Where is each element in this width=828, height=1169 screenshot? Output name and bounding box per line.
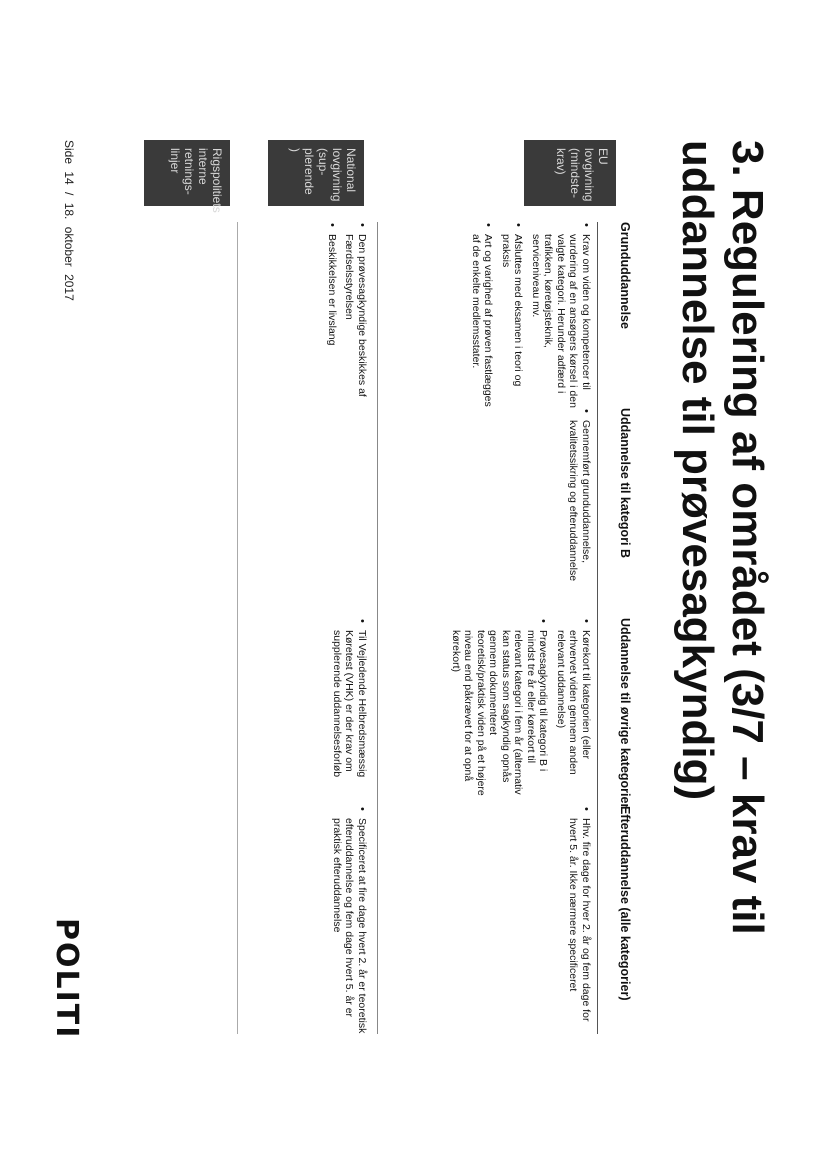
list-item: • Den prøvesagkyndige beskikkes af Færdselsstyrelsen bbox=[343, 234, 368, 412]
politi-logo: POLITI bbox=[49, 918, 84, 1040]
national-oevrige-kategorier-list bbox=[326, 618, 369, 802]
list-item: • Kørekort til kategorien (eller erhvervet viden gennem anden relevant uddannelse) bbox=[555, 630, 593, 802]
eu-kategori-b-list bbox=[562, 408, 592, 616]
page-title: 3. Regulering af området (3/7 – krav til uddannelse til prøvesagkyndig) bbox=[673, 140, 772, 935]
column-header-efteruddannelse: Efteruddannelse (alle kategorier) bbox=[618, 806, 632, 1001]
row-divider-national-rigspolitiet bbox=[237, 222, 238, 1034]
eu-grunduddannelse-list bbox=[465, 222, 593, 412]
list-item: • Afsluttes med eksamen i teori og praksis bbox=[500, 234, 525, 412]
national-efteruddannelse-list bbox=[326, 806, 369, 1048]
column-header-oevrige-kategorier: Uddannelse til øvrige kategorier bbox=[618, 618, 632, 809]
list-item: • Beskikkelsen er livslang bbox=[326, 234, 339, 412]
header-divider bbox=[597, 222, 598, 1034]
side-label-rigspolitiet: Rigspolitiets interne retnings-linjer bbox=[144, 140, 230, 206]
eu-oevrige-kategorier-list bbox=[445, 618, 593, 802]
row-divider-eu-national bbox=[377, 222, 378, 1034]
list-item: • Prøvesagkyndig til kategori B i mindst tre år eller kørekort til relevant kategori i fem år (alternativ kan status som sagkyndig opnås gennem dokumenteret teoretisk/praktisk viden på et højere niveau end påkrævet for at opnå kørekort) bbox=[450, 630, 550, 802]
national-grunduddannelse-list bbox=[321, 222, 369, 412]
eu-efteruddannelse-list bbox=[562, 806, 592, 1028]
list-item: • Specificeret at fire dage hvert 2. år er teoretisk efteruddannelse og fem dage hvert 5. år er praktisk efteruddannelse bbox=[331, 818, 369, 1048]
column-header-grunduddannelse: Grunduddannelse bbox=[618, 222, 632, 329]
list-item: • Krav om viden og kompetencer til vurdering af en ansøgers kørsel i den valgte kategori. Herunder adfærd i trafikken, køretøjsteknik, serviceniveau mv. bbox=[530, 234, 593, 412]
list-item: • Art og varighed af prøven fastlægges af de enkelte medlemsstater. bbox=[470, 234, 495, 412]
side-label-eu: EU lovgivning (mindste-krav) bbox=[524, 140, 616, 206]
page-footer: Side 14 / 18. oktober 2017 bbox=[62, 140, 76, 301]
column-header-kategori-b: Uddannelse til kategori B bbox=[618, 408, 632, 559]
list-item: • Til Vejledende Helbredsmæssig Køretest (VHK) er der krav om supplerende uddannelsesforløb bbox=[331, 630, 369, 802]
side-label-national: National lovgivning (sup-plerende ) bbox=[268, 140, 364, 206]
list-item: • Hhv. fire dage for hver 2. år og fem dage for hvert 5. år. Ikke nærmere specificeret bbox=[567, 818, 592, 1028]
list-item: • Gennemført grunduddannelse, kvalitetssikring og efteruddannelse bbox=[567, 420, 592, 616]
